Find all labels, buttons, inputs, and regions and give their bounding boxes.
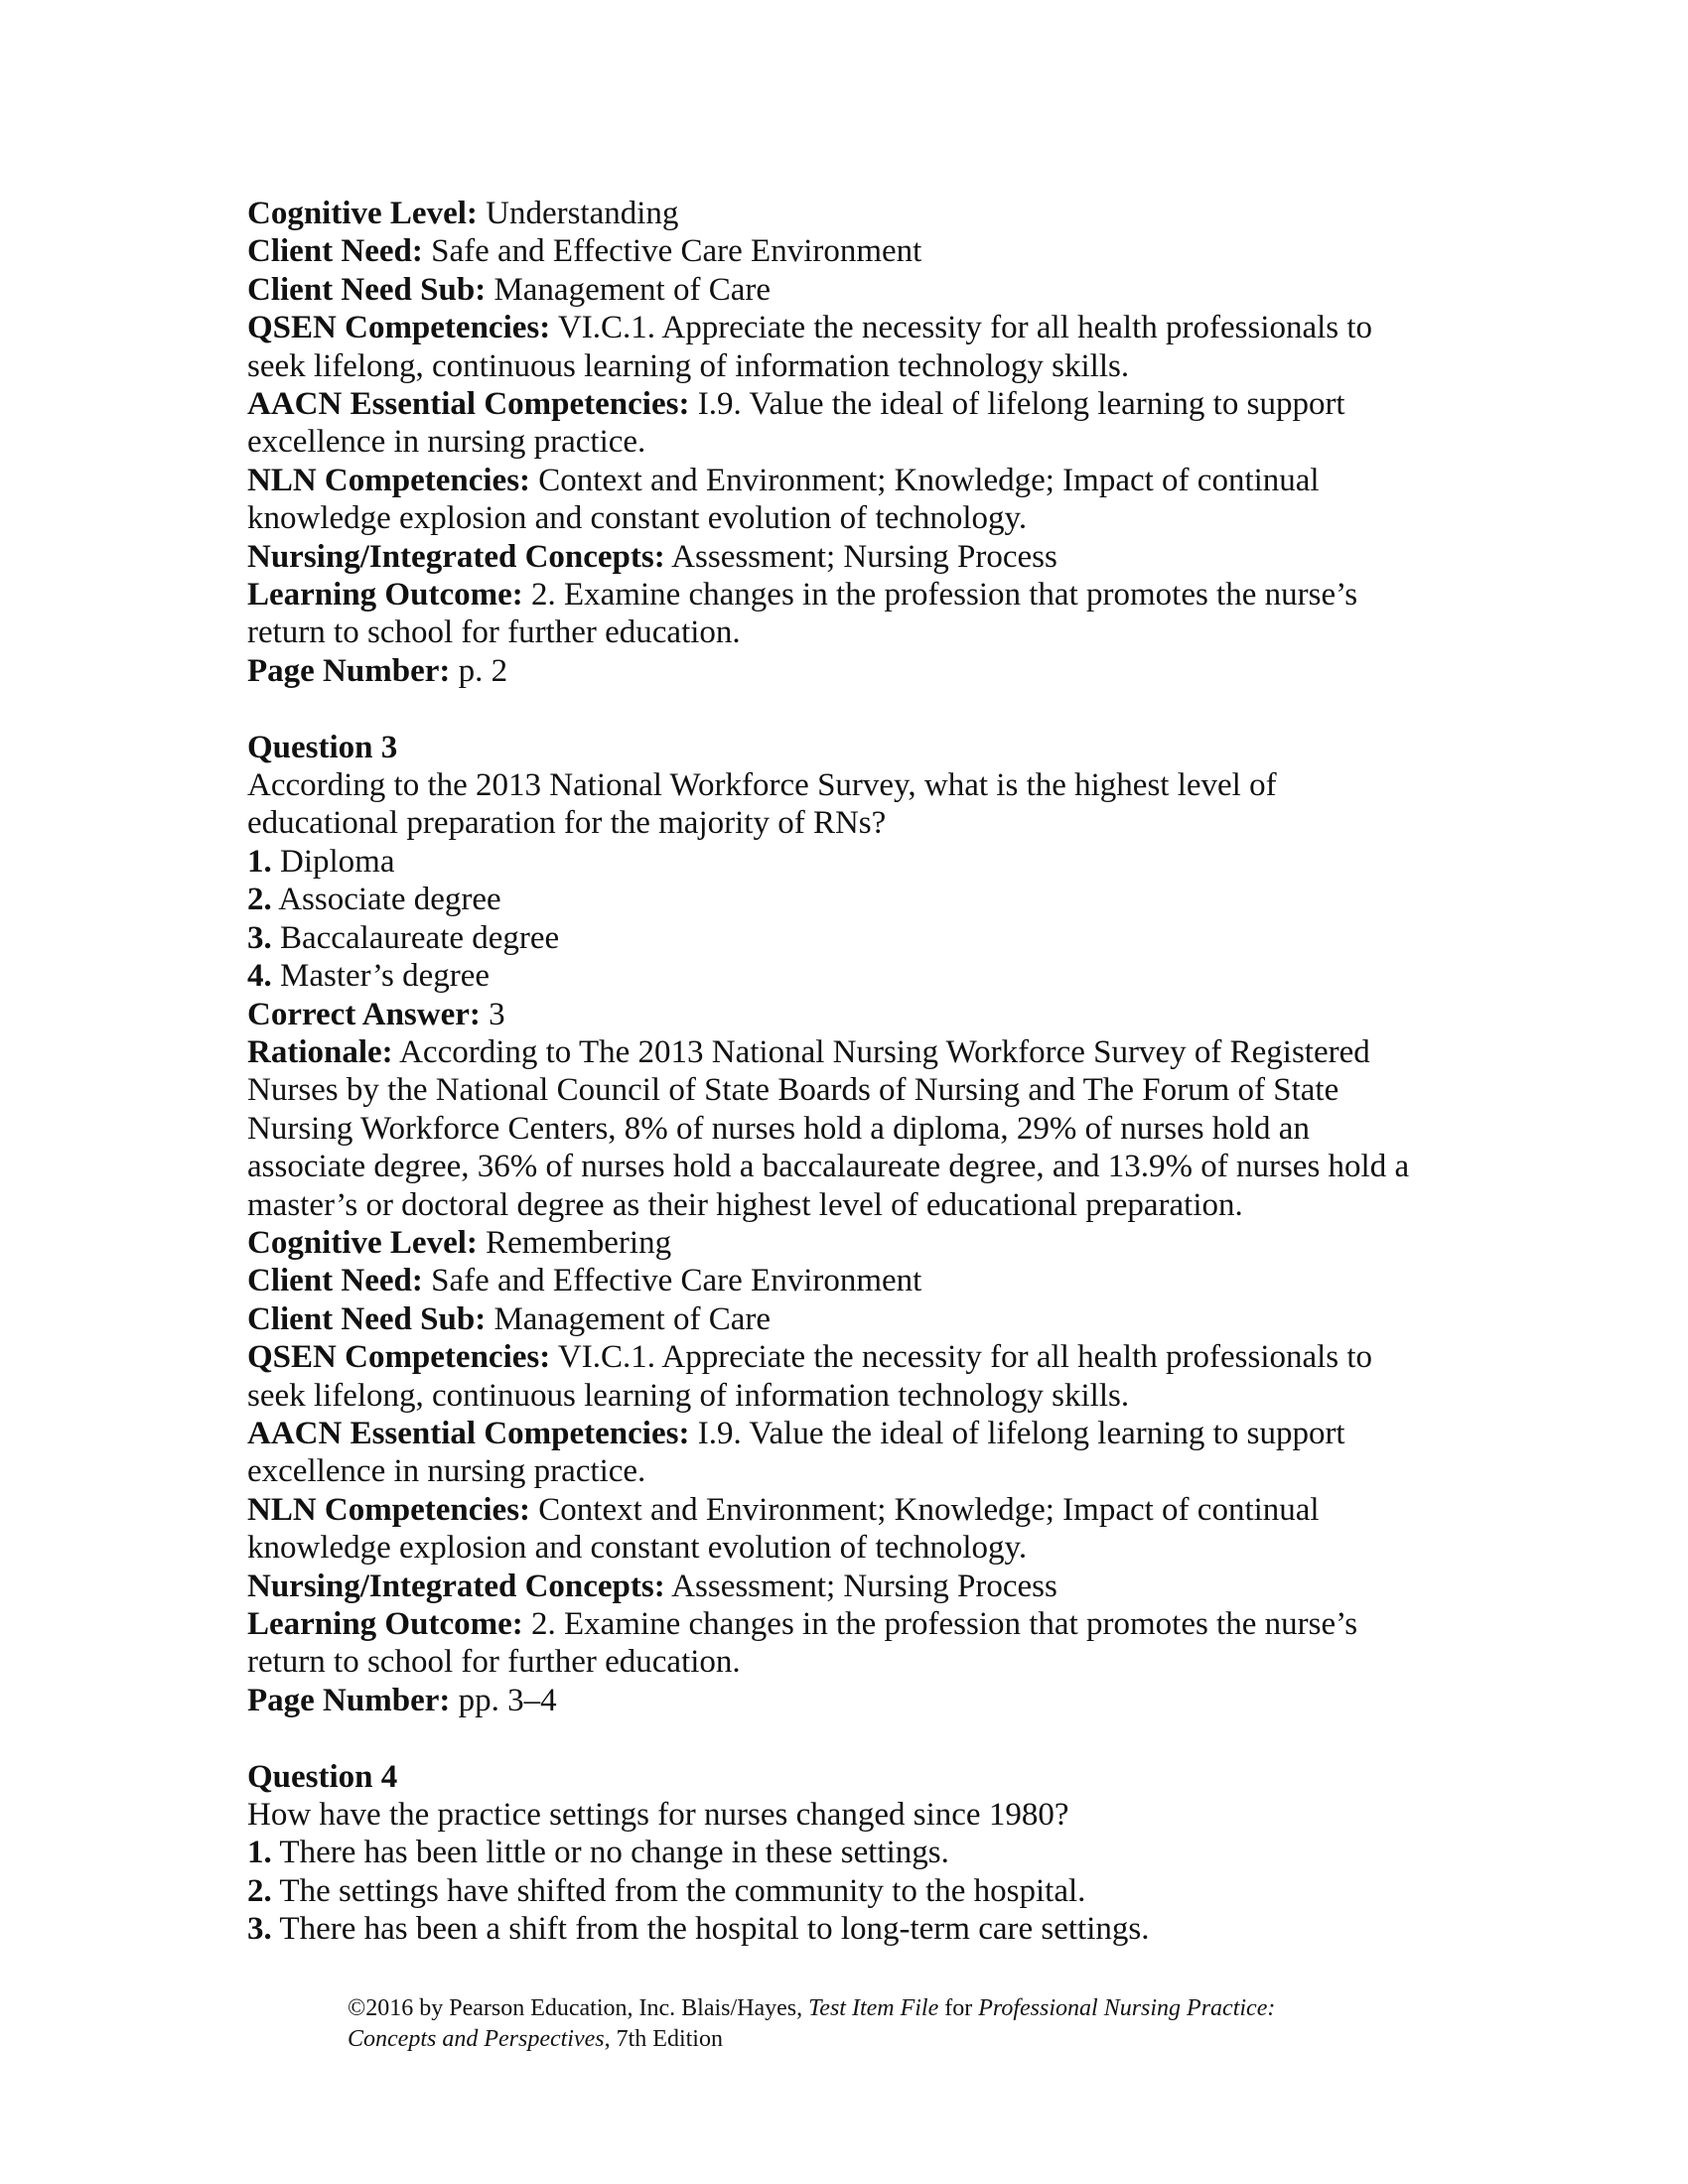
footer-title: Professional Nursing Practice: <box>978 1995 1276 2021</box>
q2-concepts <box>247 538 1488 576</box>
field-value: Remembering <box>486 1224 672 1261</box>
field-label: QSEN Competencies: <box>247 310 551 346</box>
option-number: 1. <box>247 843 272 880</box>
field-label: Cognitive Level: <box>247 196 478 231</box>
field-value: Management of Care <box>493 271 771 308</box>
option-text: There has been a shift from the hospital to long-term care settings. <box>279 1911 1150 1948</box>
q2-client-need-sub <box>247 271 1488 309</box>
option-text: There has been little or no change in these settings. <box>279 1835 949 1871</box>
q3-concepts <box>247 1568 1488 1605</box>
field-value: excellence in nursing practice. <box>247 424 646 461</box>
option-number: 4. <box>247 958 272 995</box>
question-3 <box>247 729 1488 1720</box>
field-value: knowledge explosion and constant evolution of technology. <box>247 500 1028 537</box>
field-label: Learning Outcome: <box>247 577 523 614</box>
answer-option-2 <box>247 881 1488 918</box>
answer-option-1 <box>247 1834 1488 1871</box>
footer-line-1 <box>348 1993 1440 2024</box>
q2-outcome <box>247 576 1488 614</box>
field-label: Learning Outcome: <box>247 1606 523 1643</box>
question-heading: Question 3 <box>247 729 398 765</box>
field-label: QSEN Competencies: <box>247 1339 551 1376</box>
option-text: Baccalaureate degree <box>280 919 560 956</box>
field-label: NLN Competencies: <box>247 1491 531 1528</box>
answer-option-1 <box>247 843 1488 881</box>
q3-nln <box>247 1491 1488 1529</box>
field-value: Management of Care <box>493 1300 771 1337</box>
field-value: return to school for further education. <box>247 1644 741 1681</box>
rationale-cont: Nursing Workforce Centers, 8% of nurses hold a diploma, 29% of nurses hold an <box>247 1110 1310 1147</box>
field-value: According to The 2013 National Nursing Workforce Survey of Registered <box>399 1033 1370 1070</box>
q2-qsen-cont <box>247 347 1488 385</box>
q3-client-need <box>247 1262 1488 1299</box>
field-label: Client Need: <box>247 1263 423 1299</box>
field-value: seek lifelong, continuous learning of information technology skills. <box>247 1377 1130 1414</box>
rationale-cont: master’s or doctoral degree as their highest level of educational preparation. <box>247 1186 1243 1223</box>
q3-qsen-cont <box>247 1377 1488 1415</box>
footer-line-2 <box>348 2024 1440 2055</box>
field-label: NLN Competencies: <box>247 462 531 498</box>
field-value: Context and Environment; Knowledge; Impact of continual <box>538 1491 1320 1528</box>
option-text: The settings have shifted from the community to the hospital. <box>279 1872 1086 1909</box>
q2-cognitive-level <box>247 195 1488 232</box>
field-label: Rationale: <box>247 1033 393 1070</box>
option-number: 3. <box>247 1911 272 1948</box>
q3-page-number <box>247 1682 1488 1719</box>
field-value: Context and Environment; Knowledge; Impact of continual <box>538 462 1320 498</box>
q2-metadata <box>247 195 1488 690</box>
rationale-cont: associate degree, 36% of nurses hold a baccalaureate degree, and 13.9% of nurses hold a <box>247 1149 1410 1185</box>
field-value: VI.C.1. Appreciate the necessity for all health professionals to <box>557 1339 1373 1376</box>
footer-edition: , 7th Edition <box>604 2026 723 2052</box>
answer-option-3 <box>247 1910 1488 1948</box>
correct-answer <box>247 996 1488 1033</box>
field-value: I.9. Value the ideal of lifelong learning to support <box>697 386 1345 423</box>
field-label: Nursing/Integrated Concepts: <box>247 1568 665 1604</box>
footer-title: Test Item File <box>808 1995 939 2021</box>
question-stem-cont: educational preparation for the majority of RNs? <box>247 805 887 842</box>
q3-client-need-sub <box>247 1300 1488 1338</box>
page-footer <box>348 1993 1440 2055</box>
spacer <box>247 690 1488 728</box>
field-label: Page Number: <box>247 1682 451 1718</box>
field-value: Assessment; Nursing Process <box>671 538 1057 575</box>
field-value: excellence in nursing practice. <box>247 1453 646 1490</box>
q2-qsen <box>247 309 1488 346</box>
field-value: pp. 3–4 <box>458 1682 557 1718</box>
q3-qsen <box>247 1338 1488 1376</box>
field-value: VI.C.1. Appreciate the necessity for all health professionals to <box>557 310 1373 346</box>
option-number: 3. <box>247 919 272 956</box>
field-label: Cognitive Level: <box>247 1224 478 1261</box>
footer-title: Concepts and Perspectives <box>348 2026 605 2052</box>
q3-nln-cont <box>247 1529 1488 1567</box>
q2-aacn-cont <box>247 423 1488 461</box>
q3-aacn-cont <box>247 1452 1488 1490</box>
question-4 <box>247 1758 1488 1949</box>
field-label: Nursing/Integrated Concepts: <box>247 538 665 575</box>
copyright-text: ©2016 by Pearson Education, Inc. Blais/Hayes, <box>348 1995 803 2021</box>
spacer <box>247 1719 1488 1757</box>
field-label: AACN Essential Competencies: <box>247 386 690 423</box>
field-value: I.9. Value the ideal of lifelong learning to support <box>697 1415 1345 1451</box>
q2-client-need <box>247 232 1488 270</box>
option-number: 2. <box>247 1872 272 1909</box>
q3-outcome-cont <box>247 1643 1488 1681</box>
rationale-cont: Nurses by the National Council of State Boards of Nursing and The Forum of State <box>247 1072 1339 1109</box>
question-stem: How have the practice settings for nurses changed since 1980? <box>247 1797 1069 1834</box>
field-label: Correct Answer: <box>247 996 481 1032</box>
field-label: Client Need Sub: <box>247 271 487 308</box>
field-value: 2. Examine changes in the profession that promotes the nurse’s <box>530 1606 1358 1643</box>
answer-option-2 <box>247 1872 1488 1910</box>
footer-text: for <box>944 1995 973 2021</box>
field-value: knowledge explosion and constant evolution of technology. <box>247 1530 1028 1567</box>
option-number: 2. <box>247 882 272 918</box>
field-value: Safe and Effective Care Environment <box>431 1263 922 1299</box>
q3-outcome <box>247 1605 1488 1643</box>
option-text: Associate degree <box>278 882 501 918</box>
field-value: Safe and Effective Care Environment <box>431 233 922 270</box>
field-value: Understanding <box>486 196 679 231</box>
field-value: Assessment; Nursing Process <box>671 1568 1057 1604</box>
q2-outcome-cont <box>247 614 1488 651</box>
q3-aacn <box>247 1415 1488 1452</box>
option-number: 1. <box>247 1835 272 1871</box>
field-label: Client Need: <box>247 233 423 270</box>
field-label: AACN Essential Competencies: <box>247 1415 690 1451</box>
field-value: p. 2 <box>458 652 508 689</box>
field-value: return to school for further education. <box>247 614 741 651</box>
question-heading: Question 4 <box>247 1758 398 1795</box>
field-value: seek lifelong, continuous learning of information technology skills. <box>247 347 1130 384</box>
option-text: Master’s degree <box>280 958 491 995</box>
page-content <box>247 195 1488 1949</box>
option-text: Diploma <box>280 843 395 880</box>
field-label: Client Need Sub: <box>247 1300 487 1337</box>
field-label: Page Number: <box>247 652 451 689</box>
answer-option-4 <box>247 957 1488 995</box>
q3-cognitive-level <box>247 1224 1488 1262</box>
field-value: 2. Examine changes in the profession that promotes the nurse’s <box>530 577 1358 614</box>
question-stem: According to the 2013 National Workforce Survey, what is the highest level of <box>247 767 1277 804</box>
field-value: 3 <box>489 996 505 1032</box>
q2-nln-cont <box>247 499 1488 537</box>
answer-option-3 <box>247 919 1488 957</box>
q2-page-number <box>247 652 1488 690</box>
q2-aacn <box>247 385 1488 423</box>
q2-nln <box>247 462 1488 499</box>
rationale <box>247 1033 1488 1071</box>
